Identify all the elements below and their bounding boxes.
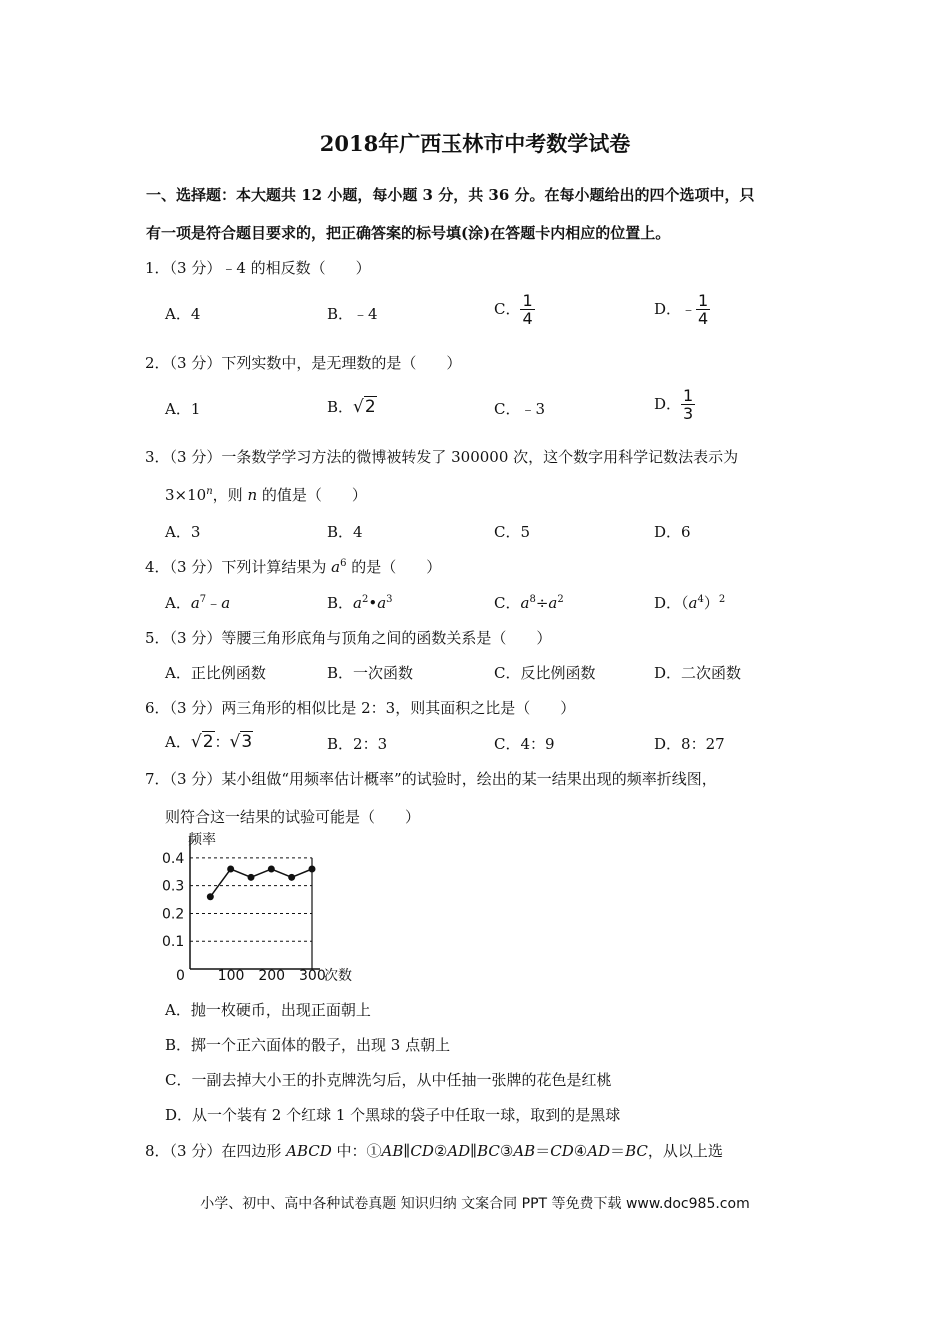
q3-option-c: C．5 [494,523,531,541]
q4-option-b-exp2: 3 [386,594,393,605]
page-title: 2018年广西玉林市中考数学试卷 [319,131,631,156]
q6-option-a-label: A． [165,733,191,751]
q4-stem [145,556,441,577]
q2-option-c: C．﹣3 [494,400,546,418]
q4-option-b-label: B． [327,594,354,612]
q6-stem: 6．（3 分）两三角形的相似比是 2：3，则其面积之比是（ ） [145,699,576,717]
q8-cond4-left: AD [587,1142,611,1160]
x-tick-label: 200 [258,968,286,984]
q4-option-c [494,592,564,613]
q4-stem-exp: 6 [340,558,347,569]
q5-option-d: D．二次函数 [654,664,742,682]
q3-option-d: D．6 [654,523,691,541]
y-tick-label: 0.3 [162,878,185,895]
q8-cond1-left: AB [381,1142,404,1160]
q4-option-b-base: a [353,594,362,612]
q6-option-a-sep: ： [214,733,230,751]
q4-option-c-op: ÷ [535,594,549,612]
q5-stem: 5．（3 分）等腰三角形底角与顶角之间的函数关系是（ ） [145,629,552,647]
q4-option-b-op: • [368,594,378,612]
q8-cond3-op: ＝ [535,1142,551,1160]
q7-option-a: A．抛一枚硬币，出现正面朝上 [165,1001,371,1019]
frequency-series-line [210,869,312,897]
q7-stem-line2: 则符合这一结果的试验可能是（ ） [165,808,421,826]
x-axis-label: 次数 [324,968,352,984]
x-tick-label: 100 [217,968,245,984]
q6-option-c: C．4：9 [494,735,555,753]
q4-option-a-op: ﹣ [206,594,222,612]
q4-stem-start: 4．（3 分）下列计算结果为 [145,558,332,576]
q8-stem-start: 8．（3 分）在四边形 [145,1142,287,1160]
q3-variable: n [247,486,258,504]
data-point [288,874,295,881]
q4-option-d-base: a [688,594,698,612]
q6-option-a-sqrt2: √3 [229,732,253,752]
q4-option-c-label: C． [494,594,521,612]
q4-option-c-base: a [520,594,530,612]
q3-stem-line2 [165,484,367,505]
y-tick-label: 0.1 [162,934,185,951]
q4-option-d-exp2: 2 [718,594,726,605]
q2-stem: 2．（3 分）下列实数中，是无理数的是（ ） [145,354,462,372]
q4-option-d [654,592,725,613]
q1-option-c-denominator: 4 [522,309,533,328]
q2-option-b [327,396,377,417]
q8-cond4-op: ＝ [610,1142,626,1160]
q3-stem-mid: ，则 [212,486,248,504]
q3-power-base: 3×10 [165,486,207,504]
q8-cond2-op: ∥ [470,1142,478,1160]
q4-option-a-var2: a [221,594,231,612]
q2-option-b-radicand: 2 [364,397,376,417]
q8-quad-name: ABCD [286,1142,332,1160]
q1-option-c-label: C． [494,300,521,318]
q6-option-a [165,731,253,752]
section-heading-line2: 有一项是符合题目要求的，把正确答案的标号填(涂)在答题卡内相应的位置上。 [146,224,671,242]
q3-stem-end: 的值是（ ） [257,486,367,504]
q8-marker2: ② [433,1142,448,1160]
data-point [207,893,214,900]
q1-option-d-numerator: 1 [698,291,709,310]
q8-stem [145,1140,723,1161]
data-point [227,866,234,873]
q8-cond1-right: CD [410,1142,434,1160]
q2-option-b-sqrt: √2 [353,397,376,417]
data-point [268,866,275,873]
q4-option-d-label: D．（ [654,594,689,612]
origin-label: 0 [176,968,185,984]
q3-power-exponent: n [206,486,213,497]
q8-marker3: ③ [499,1142,514,1160]
q5-option-a: A．正比例函数 [165,664,266,682]
q6-option-a-radicand2: 3 [241,732,253,752]
q8-cond3-left: AB [513,1142,536,1160]
q5-option-c: C．反比例函数 [494,664,596,682]
q4-option-c-exp: 8 [529,594,536,605]
q7-stem: 7．（3 分）某小组做“用频率估计概率”的试验时，绘出的某一结果出现的频率折线图， [145,770,717,788]
q6-option-b: B．2：3 [327,735,388,753]
q8-stem-end: ，从以上选 [647,1142,723,1160]
x-tick-label: 300 [299,968,326,984]
q8-stem-mid: 中：① [331,1142,382,1160]
q4-option-b-var2: a [377,594,387,612]
q2-option-b-label: B． [327,398,354,416]
data-points [207,866,316,901]
q8-cond2-left: AD [447,1142,471,1160]
q8-cond3-right: CD [550,1142,574,1160]
q4-option-d-exp: 4 [697,594,704,605]
q5-option-b: B．一次函数 [327,664,414,682]
q1-option-b: B．﹣4 [327,305,378,323]
q4-option-c-var2: a [548,594,558,612]
q6-option-a-sqrt1: √2 [190,732,214,752]
q8-cond2-right: BC [477,1142,500,1160]
data-point [248,874,255,881]
q6-option-a-radicand1: 2 [202,732,214,752]
q4-stem-end: 的是（ ） [346,558,442,576]
q1-option-d-denominator: 4 [698,309,709,328]
tick-labels [162,851,326,984]
q1-option-d-fraction [696,293,710,327]
q4-option-c-exp2: 2 [557,594,564,605]
q2-option-d-denominator: 3 [683,404,694,423]
y-tick-label: 0.2 [162,906,185,923]
q4-option-a-exp: 7 [199,594,207,605]
q7-option-c: C．一副去掉大小王的扑克牌洗匀后，从中任抽一张牌的花色是红桃 [165,1071,612,1089]
q8-cond1-op: ∥ [403,1142,411,1160]
q1-stem: 1．（3 分）﹣4 的相反数（ ） [145,259,371,277]
q7-option-d: D．从一个装有 2 个红球 1 个黑球的袋子中任取一球，取到的是黑球 [165,1106,621,1124]
q4-option-d-close: ） [703,594,719,612]
q8-cond4-right: BC [625,1142,648,1160]
q4-stem-var: a [331,558,341,576]
q1-option-d [654,293,710,327]
q7-option-b: B．掷一个正六面体的骰子，出现 3 点朝上 [165,1036,451,1054]
q4-option-a-label: A． [165,594,191,612]
q2-option-d-fraction [681,388,695,422]
q3-option-b: B．4 [327,523,363,541]
q2-option-d-numerator: 1 [683,386,694,405]
q1-option-c-numerator: 1 [522,291,533,310]
q1-option-c-fraction [520,293,534,327]
q2-option-a: A．1 [165,400,201,418]
q6-option-d: D．8：27 [654,735,725,753]
q4-option-b-exp: 2 [361,594,369,605]
y-tick-label: 0.4 [162,850,185,867]
q4-option-b [327,592,393,613]
q1-option-a: A．4 [165,305,201,323]
q4-option-a [165,592,230,613]
q2-option-d-label: D． [654,395,682,413]
data-point [309,866,316,873]
q3-option-a: A．3 [165,523,201,541]
y-axis-label: 频率 [188,832,216,848]
frequency-line-chart [160,832,370,984]
q2-option-d [654,388,695,422]
q8-marker4: ④ [573,1142,588,1160]
q4-option-a-base: a [190,594,200,612]
footer-banner: 小学、初中、高中各种试卷真题 知识归纳 文案合同 PPT 等免费下载 www.doc985.com [200,1196,750,1212]
q3-stem: 3．（3 分）一条数学学习方法的微博被转发了 300000 次，这个数字用科学记数法表示为 [145,448,739,466]
section-heading-line1: 一、选择题：本大题共 12 小题，每小题 3 分，共 36 分。在每小题给出的四个选项中，只 [146,186,755,204]
q1-option-c [494,293,535,327]
q1-option-d-label: D．﹣ [654,300,697,318]
